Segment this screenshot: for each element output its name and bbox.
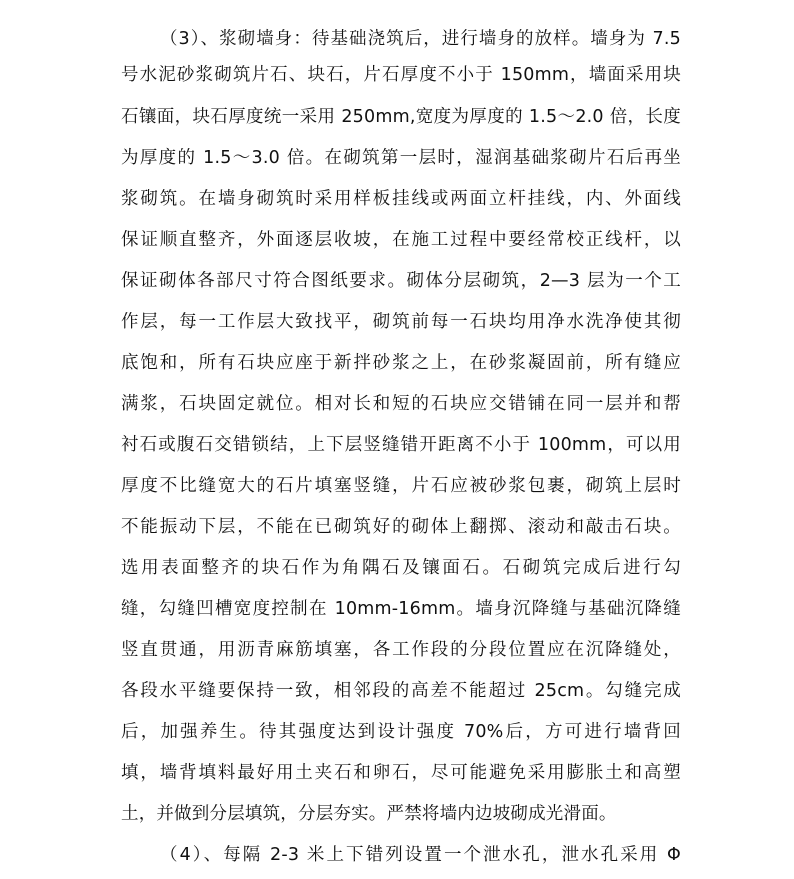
paragraph-line: 缝，勾缝凹槽宽度控制在 10mm-16mm。墙身沉降缝与基础沉降缝: [121, 599, 681, 619]
paragraph-line: 选用表面整齐的块石作为角隅石及镶面石。石砌筑完成后进行勾: [121, 558, 681, 578]
paragraph-line: 保证顺直整齐，外面逐层收坡，在施工过程中要经常校正线杆，以: [121, 230, 681, 250]
paragraph-line: 各段水平缝要保持一致，相邻段的高差不能超过 25cm。勾缝完成: [121, 681, 681, 701]
paragraph-line: 竖直贯通，用沥青麻筋填塞，各工作段的分段位置应在沉降缝处，: [121, 640, 681, 660]
paragraph-line: 底饱和，所有石块应座于新拌砂浆之上，在砂浆凝固前，所有缝应: [121, 353, 681, 373]
paragraph-line: 号水泥砂浆砌筑片石、块石，片石厚度不小于 150mm，墙面采用块: [121, 65, 681, 85]
paragraph-line: 为厚度的 1.5～3.0 倍。在砌筑第一层时，湿润基础浆砌片石后再坐: [121, 148, 681, 168]
paragraph-line: 衬石或腹石交错锁结，上下层竖缝错开距离不小于 100mm，可以用: [121, 435, 681, 455]
paragraph-line: 土，并做到分层填筑，分层夯实。严禁将墙内边坡砌成光滑面。: [121, 804, 617, 824]
paragraph-line: （3）、浆砌墙身：待基础浇筑后，进行墙身的放样。墙身为 7.5: [160, 29, 681, 49]
paragraph-line: 作层，每一工作层大致找平，砌筑前每一石块均用净水洗净使其彻: [121, 312, 681, 332]
paragraph-line: 浆砌筑。在墙身砌筑时采用样板挂线或两面立杆挂线，内、外面线: [121, 189, 681, 209]
paragraph-line: 后，加强养生。待其强度达到设计强度 70%后，方可进行墙背回: [121, 722, 681, 742]
paragraph-line: 保证砌体各部尺寸符合图纸要求。砌体分层砌筑，2—3 层为一个工: [121, 271, 681, 291]
paragraph-line: 不能振动下层，不能在已砌筑好的砌体上翻掷、滚动和敲击石块。: [121, 517, 681, 537]
paragraph-line: 石镶面，块石厚度统一采用 250mm,宽度为厚度的 1.5～2.0 倍，长度: [121, 107, 681, 127]
paragraph-line: 厚度不比缝宽大的石片填塞竖缝，片石应被砂浆包裹，砌筑上层时: [121, 476, 681, 496]
paragraph-line: 填，墙背填料最好用土夹石和卵石，尽可能避免采用膨胀土和高塑: [121, 763, 681, 783]
paragraph-line: 满浆，石块固定就位。相对长和短的石块应交错铺在同一层并和帮: [121, 394, 681, 414]
paragraph-line: （4）、每隔 2-3 米上下错列设置一个泄水孔，泄水孔采用 Φ: [160, 845, 681, 865]
